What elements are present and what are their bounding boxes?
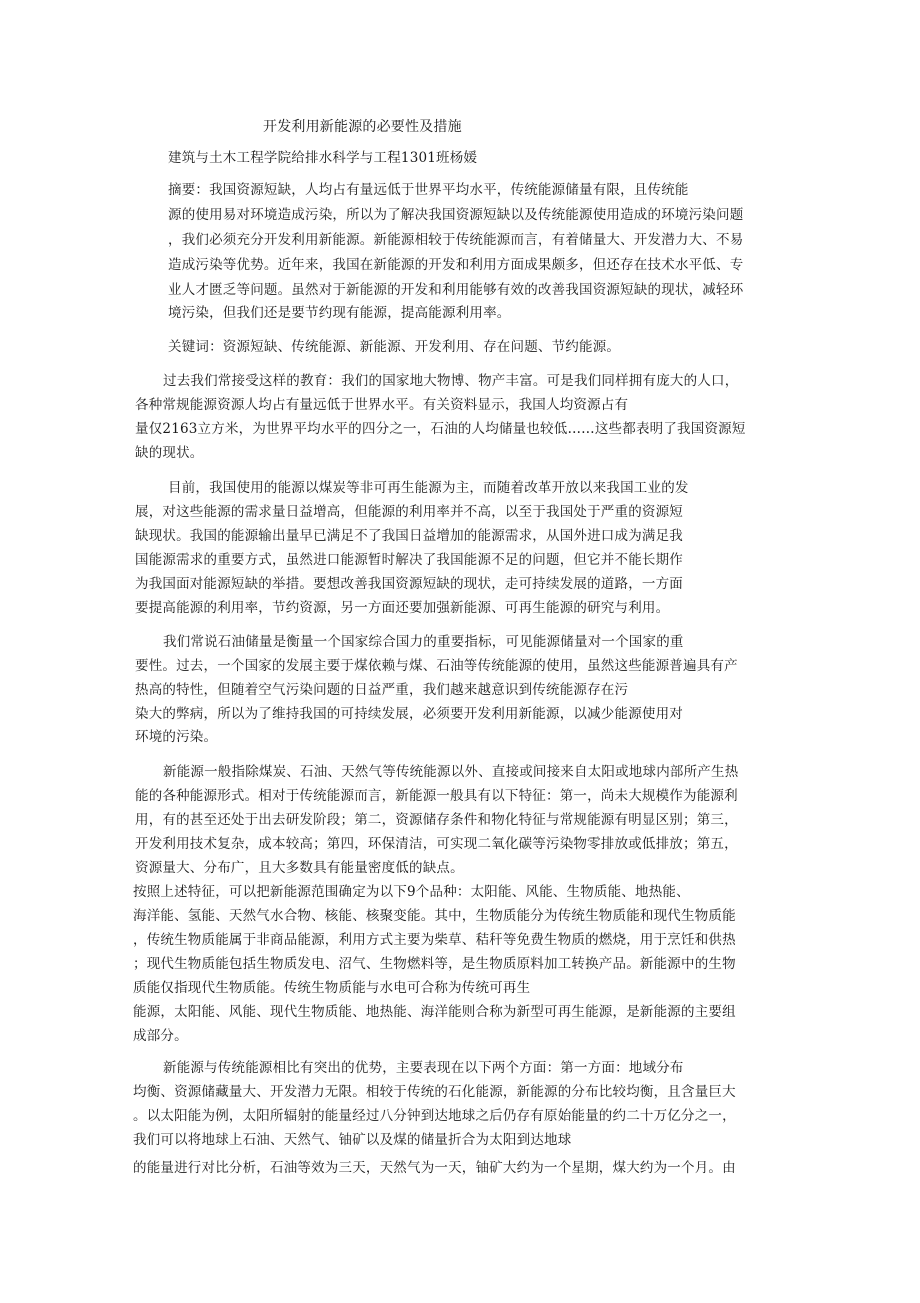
text-line: 各种常规能源资源人均占有量远低于世界水平。有关资料显示，我国人均资源占有: [135, 397, 629, 413]
text-line: 环境的污染。: [135, 729, 218, 745]
text-line: 源的使用易对环境造成污染，所以为了解决我国资源短缺以及传统能源使用造成的环境污染问题: [168, 207, 744, 223]
text-line: 成部分。: [133, 1028, 188, 1044]
text-line: 能的各种能源形式。相对于传统能源而言，新能源一般具有以下特征：第一，尚未大规模作为能源利: [135, 788, 738, 804]
text-line: 。以太阳能为例，太阳所辐射的能量经过八分钟到达地球之后仍存有原始能量的约二十万亿分之一，: [133, 1108, 736, 1124]
author-line: 建筑与土木工程学院给排水科学与工程1301班杨媛: [168, 150, 478, 166]
text-line: 新能源与传统能源相比有突出的优势，主要表现在以下两个方面：第一方面：地域分布: [163, 1060, 684, 1076]
text-line: 的能量进行对比分析，石油等效为三天，天然气为一天，铀矿大约为一个星期，煤大约为一个月。由: [133, 1160, 736, 1176]
text-line: 缺的现状。: [135, 445, 204, 461]
text-line: 按照上述特征，可以把新能源范围确定为以下9个品种：太阳能、风能、生物质能、地热能、: [133, 884, 690, 900]
text-line: ，传统生物质能属于非商品能源，利用方式主要为柴草、秸秆等免费生物质的燃烧，用于烹饪和供热: [133, 932, 736, 948]
text-line: 业人才匮乏等问题。虽然对于新能源的开发和利用能够有效的改善我国资源短缺的现状，减轻环: [168, 282, 744, 298]
text-line: 要提高能源的利用率，节约资源，另一方面还要加强新能源、可再生能源的研究与利用。: [135, 600, 670, 616]
text-line: 资源量大、分布广，且大多数具有能量密度低的缺点。: [135, 860, 464, 876]
text-line: 用，有的甚至还处于出去研发阶段；第二，资源储存条件和物化特征与常规能源有明显区别；第三，: [135, 812, 738, 828]
text-line: 要性。过去，一个国家的发展主要于煤依赖与煤、石油等传统能源的使用，虽然这些能源普遍具有产: [135, 658, 738, 674]
text-line: 新能源一般指除煤炭、石油、天然气等传统能源以外、直接或间接来自太阳或地球内部所产生热: [163, 764, 739, 780]
text-line: 过去我们常接受这样的教育：我们的国家地大物博、物产丰富。可是我们同样拥有庞大的人口，: [163, 373, 739, 389]
document-title: 开发利用新能源的必要性及措施: [263, 119, 462, 135]
keywords-line: 关键词：资源短缺、传统能源、新能源、开发利用、存在问题、节约能源。: [168, 339, 621, 355]
text-line: 缺现状。我国的能源输出量早已满足不了我国日益增加的能源需求，从国外进口成为满足我: [135, 528, 683, 544]
text-line: 能源，太阳能、风能、现代生物质能、地热能、海洋能则合称为新型可再生能源，是新能源的主要组: [133, 1004, 736, 1020]
text-line: 我们常说石油储量是衡量一个国家综合国力的重要指标，可见能源储量对一个国家的重: [163, 634, 684, 650]
text-line: 量仅2163立方米，为世界平均水平的四分之一，石油的人均储量也较低……这些都表明了我国资源短: [135, 421, 746, 437]
text-line: 国能源需求的重要方式，虽然进口能源暂时解决了我国能源不足的问题，但它并不能长期作: [135, 552, 683, 568]
text-line: ，我们必须充分开发利用新能源。新能源相较于传统能源而言，有着储量大、开发潜力大、不易: [168, 232, 744, 248]
text-line: ；现代生物质能包括生物质发电、沼气、生物燃料等，是生物质原料加工转换产品。新能源中的生物: [133, 956, 736, 972]
text-line: 开发利用技术复杂，成本较高；第四，环保清洁，可实现二氧化碳等污染物零排放或低排放；第五，: [135, 836, 738, 852]
text-line: 均衡、资源储藏量大、开发潜力无限。相较于传统的石化能源，新能源的分布比较均衡，且含量巨大: [133, 1084, 736, 1100]
text-line: 目前，我国使用的能源以煤炭等非可再生能源为主，而随着改革开放以来我国工业的发: [168, 480, 689, 496]
text-line: 为我国面对能源短缺的举措。要想改善我国资源短缺的现状，走可持续发展的道路，一方面: [135, 576, 683, 592]
text-line: 热高的特性，但随着空气污染问题的日益严重，我们越来越意识到传统能源存在污: [135, 682, 629, 698]
text-line: 质能仅指现代生物质能。传统生物质能与水电可合称为传统可再生: [133, 980, 531, 996]
text-line: 境污染，但我们还是要节约现有能源，提高能源利用率。: [168, 305, 511, 321]
text-line: 造成污染等优势。近年来，我国在新能源的开发和利用方面成果颇多，但还存在技术水平低、专: [168, 257, 744, 273]
text-line: 摘要：我国资源短缺，人均占有量远低于世界平均水平，传统能源储量有限，且传统能: [168, 182, 689, 198]
text-line: 染大的弊病，所以为了维持我国的可持续发展，必须要开发利用新能源，以减少能源使用对: [135, 706, 683, 722]
text-line: 海洋能、氢能、天然气水合物、核能、核聚变能。其中，生物质能分为传统生物质能和现代生物质能: [133, 908, 736, 924]
text-line: 展，对这些能源的需求量日益增高，但能源的利用率并不高，以至于我国处于严重的资源短: [135, 504, 683, 520]
text-line: 我们可以将地球上石油、天然气、铀矿以及煤的储量折合为太阳到达地球: [133, 1132, 572, 1148]
